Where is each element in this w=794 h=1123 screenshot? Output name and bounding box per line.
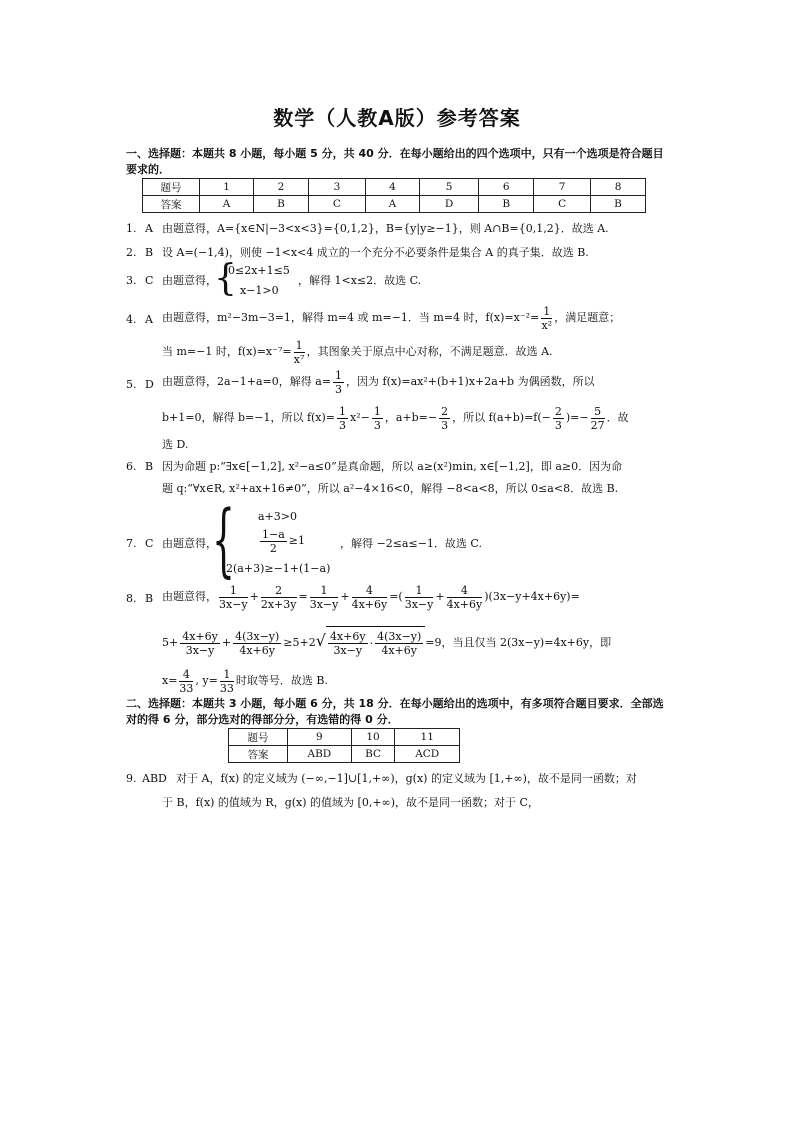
q8-number: 8. <box>126 592 137 605</box>
denominator: 3x−y <box>333 644 363 657</box>
numerator: 4 <box>447 584 483 598</box>
q9-answer: ABD <box>142 772 167 785</box>
denominator: 2 <box>269 541 277 555</box>
row-label: 题号 <box>229 729 288 746</box>
numerator: 1 <box>373 404 381 418</box>
numerator: 1 <box>339 404 347 418</box>
numerator: 1 <box>405 584 434 598</box>
q9-number: 9. <box>126 772 137 785</box>
table-cell: ABD <box>288 746 352 763</box>
q5-line1 <box>162 366 595 398</box>
q5-line2 <box>162 402 629 434</box>
denominator: 3x−y <box>185 643 215 657</box>
q5-line3: 选 D. <box>162 438 189 451</box>
numerator: 4x+6y <box>182 629 218 643</box>
q4-fraction1 <box>541 305 552 332</box>
table-cell: 7 <box>534 179 591 196</box>
q3-system-line2: x−1>0 <box>240 284 279 297</box>
q4-line1-end: ，满足题意； <box>554 311 621 324</box>
table-cell: 5 <box>419 179 478 196</box>
section2-heading: 二、选择题：本题共 3 小题，每小题 6 分，共 18 分．在每小题给出的选项中，有多项符合题目要求．全部选对的得 6 分，部分选对的得部分分，有选错的得 0 分． <box>126 697 664 726</box>
table-cell: 3 <box>308 179 365 196</box>
q7-lead: 由题意得， <box>162 537 217 550</box>
q4-line2 <box>162 336 553 368</box>
numerator: 1−a <box>262 527 285 541</box>
q7-system-line2-rhs: ≥1 <box>288 534 305 547</box>
section2-answer-table <box>228 728 460 763</box>
fraction <box>233 630 281 657</box>
fraction <box>405 584 434 611</box>
q9-line1: 对于 A，f(x) 的定义域为 (−∞,−1]∪[1,+∞)，g(x) 的定义域为 [1,+∞)，故不是同一函数；对 <box>176 772 637 785</box>
operator: + <box>221 636 232 649</box>
fraction <box>180 630 220 657</box>
numerator: 4 <box>179 668 193 682</box>
numerator: 1 <box>335 368 343 382</box>
q5-line2-text: ．故 <box>606 411 629 424</box>
operator: + <box>249 590 259 603</box>
numerator: 1 <box>220 668 234 682</box>
fraction <box>439 405 450 432</box>
q8-lead: 由题意得， <box>162 590 217 603</box>
q7-system-line2 <box>258 526 305 556</box>
q5-line2-text: x²− <box>350 411 370 424</box>
table-cell: 2 <box>254 179 309 196</box>
q6-line1: 因为命题 p:“∃x∈[−1,2], x²−a≤0”是真命题，所以 a≥(x²)min, x∈[−1,2]，即 a≥0．因为命 <box>162 460 623 473</box>
q8-line3-text: x= <box>162 674 178 687</box>
q1-text: 由题意得，A={x∈N|−3<x<3}={0,1,2}，B={y|y≥−1}，则 A∩B={0,1,2}．故选 A. <box>162 222 609 235</box>
q8-line2-text: ≥5+2 <box>283 636 316 649</box>
table-cell: B <box>254 196 309 213</box>
q3-answer: C <box>145 274 154 287</box>
table-cell: B <box>479 196 534 213</box>
fraction <box>220 668 234 695</box>
q5-line2-text: ，所以 f(a+b)=f(− <box>452 411 551 424</box>
numerator: 4(3x−y) <box>377 630 422 643</box>
table-cell: B <box>591 196 646 213</box>
fraction <box>591 405 605 432</box>
table-cell: C <box>534 196 591 213</box>
q1-answer: A <box>145 222 153 235</box>
ans-label: 答案 <box>143 196 200 213</box>
denominator: 2x+3y <box>260 597 297 611</box>
q8-line2-text: 5+ <box>162 636 179 649</box>
q5-answer: D <box>145 378 154 391</box>
q2-answer: B <box>145 246 154 259</box>
numerator: 1 <box>295 338 303 352</box>
q9-line2: 于 B，f(x) 的值域为 R，g(x) 的值域为 [0,+∞)，故不是同一函数；对于 C， <box>162 796 539 809</box>
fraction <box>179 668 193 695</box>
table-row <box>143 179 646 196</box>
denominator: 4x+6y <box>239 643 275 657</box>
fraction <box>310 584 339 611</box>
numerator: 2 <box>441 404 449 418</box>
ans-label: 答案 <box>229 746 288 763</box>
table-cell: 9 <box>288 729 352 746</box>
numerator: 2 <box>261 584 297 598</box>
q4-line1-text: 由题意得，m²−3m−3=1，解得 m=4 或 m=−1．当 m=4 时，f(x)=x⁻²= <box>162 311 540 324</box>
denominator: 4x+6y <box>446 597 483 611</box>
sqrt-sign: √ <box>315 631 326 650</box>
fraction <box>260 528 287 555</box>
operator: =( <box>389 590 403 603</box>
table-cell: 6 <box>479 179 534 196</box>
denominator: x⁷ <box>293 352 305 366</box>
fraction <box>219 584 248 611</box>
table-cell: 8 <box>591 179 646 196</box>
q3-tail: ，解得 1<x≤2．故选 C. <box>298 274 422 287</box>
q1-number: 1. <box>126 222 137 235</box>
q4-fraction2 <box>294 339 305 366</box>
q3-system-line1: 0≤2x+1≤5 <box>228 264 290 277</box>
q5-line2-text: )=− <box>565 411 589 424</box>
section1-answer-table <box>142 178 646 213</box>
q5-line2-text: b+1=0，解得 b=−1，所以 f(x)= <box>162 411 336 424</box>
q2-text: 设 A=(−1,4)，则使 −1<x<4 成立的一个充分不必要条件是集合 A 的真子集．故选 B. <box>162 246 589 259</box>
q8-line2-end: =9，当且仅当 2(3x−y)=4x+6y，即 <box>425 636 612 649</box>
q7-system-line3: 2(a+3)≥−1+(1−a) <box>226 562 331 575</box>
q3-number: 3. <box>126 274 137 287</box>
q4-number: 4. <box>126 313 137 326</box>
table-cell: 4 <box>365 179 419 196</box>
denominator: 33 <box>179 681 194 695</box>
fraction <box>375 630 423 657</box>
row-label: 题号 <box>143 179 200 196</box>
denominator: 3 <box>373 418 381 432</box>
fraction <box>352 584 388 611</box>
q7-brace: { <box>212 493 235 586</box>
table-row <box>229 746 460 763</box>
q8-answer: B <box>145 592 154 605</box>
table-cell: 1 <box>200 179 254 196</box>
denominator: 4x+6y <box>381 644 417 657</box>
fraction <box>261 584 297 611</box>
q5-number: 5. <box>126 378 137 391</box>
table-cell: D <box>419 196 478 213</box>
fraction <box>447 584 483 611</box>
numerator: 1 <box>310 584 339 598</box>
denominator: 3 <box>441 418 449 432</box>
table-cell: BC <box>351 746 395 763</box>
q8-line1 <box>162 580 580 614</box>
operator: + <box>340 590 350 603</box>
table-row <box>143 196 646 213</box>
denominator: 33 <box>219 681 234 695</box>
denominator: 3 <box>554 418 562 432</box>
q5-line2-text: ，a+b=− <box>384 411 438 424</box>
denominator: 3 <box>339 418 347 432</box>
q7-answer: C <box>145 537 154 550</box>
q8-line3-end: 时取等号．故选 B. <box>235 674 328 687</box>
denominator: 3x−y <box>219 597 248 611</box>
q3-lead: 由题意得， <box>162 274 217 287</box>
q5-fraction-a <box>333 369 344 396</box>
numerator: 5 <box>591 405 605 419</box>
table-cell: C <box>308 196 365 213</box>
numerator: 1 <box>219 584 248 598</box>
q7-number: 7. <box>126 537 137 550</box>
q7-tail: ，解得 −2≤a≤−1．故选 C. <box>340 537 482 550</box>
q4-answer: A <box>145 313 153 326</box>
q8-line2 <box>162 624 611 661</box>
table-cell: 11 <box>395 729 460 746</box>
numerator: 4(3x−y) <box>235 629 280 643</box>
denominator: x² <box>541 318 553 332</box>
q4-line2-end: ，其图象关于原点中心对称，不满足题意．故选 A. <box>306 345 553 358</box>
denominator: 3 <box>335 382 343 396</box>
fraction <box>328 630 368 657</box>
q8-line3 <box>162 664 328 698</box>
numerator: 2 <box>554 404 562 418</box>
table-cell: A <box>365 196 419 213</box>
table-cell: 10 <box>351 729 395 746</box>
table-cell: ACD <box>395 746 460 763</box>
q8-line3-text: , y= <box>195 674 218 687</box>
operator: + <box>435 590 445 603</box>
fraction <box>337 405 348 432</box>
denominator: 3x−y <box>404 597 434 611</box>
q5-line1-text: 由题意得，2a−1+a=0，解得 a= <box>162 375 332 388</box>
numerator: 1 <box>543 304 551 318</box>
q5-line1-end: ，因为 f(x)=ax²+(b+1)x+2a+b 为偶函数，所以 <box>346 375 595 388</box>
denominator: 4x+6y <box>351 597 388 611</box>
table-cell: A <box>200 196 254 213</box>
q6-answer: B <box>145 460 154 473</box>
q6-number: 6. <box>126 460 137 473</box>
sqrt-body: $\frac{4x+6y}{3x-y}$ · $\frac{4(3x-y)}{4x+6y}$ <box>326 626 425 661</box>
operator: = <box>298 590 308 603</box>
q4-line1 <box>162 302 620 334</box>
numerator: 4x+6y <box>329 630 366 643</box>
denominator: 3x−y <box>309 597 339 611</box>
q2-number: 2. <box>126 246 137 259</box>
denominator: 27 <box>590 418 605 432</box>
q3-brace: { <box>214 258 237 299</box>
fraction <box>553 405 564 432</box>
page-title: 数学（人教A版）参考答案 <box>273 106 521 130</box>
table-row <box>229 729 460 746</box>
q7-system-line1: a+3>0 <box>258 510 297 523</box>
q8-line1-end: )(3x−y+4x+6y)= <box>484 590 580 603</box>
q6-line2: 题 q:“∀x∈R, x²+ax+16≠0”，所以 a²−4×16<0，解得 −8<a<8，所以 0≤a<8．故选 B. <box>162 482 619 495</box>
numerator: 4 <box>352 584 388 598</box>
q4-line2-text: 当 m=−1 时，f(x)=x⁻⁷= <box>162 345 292 358</box>
section1-heading: 一、选择题：本题共 8 小题，每小题 5 分，共 40 分．在每小题给出的四个选项中，只有一个选项是符合题目要求的． <box>126 147 664 176</box>
fraction <box>372 405 383 432</box>
